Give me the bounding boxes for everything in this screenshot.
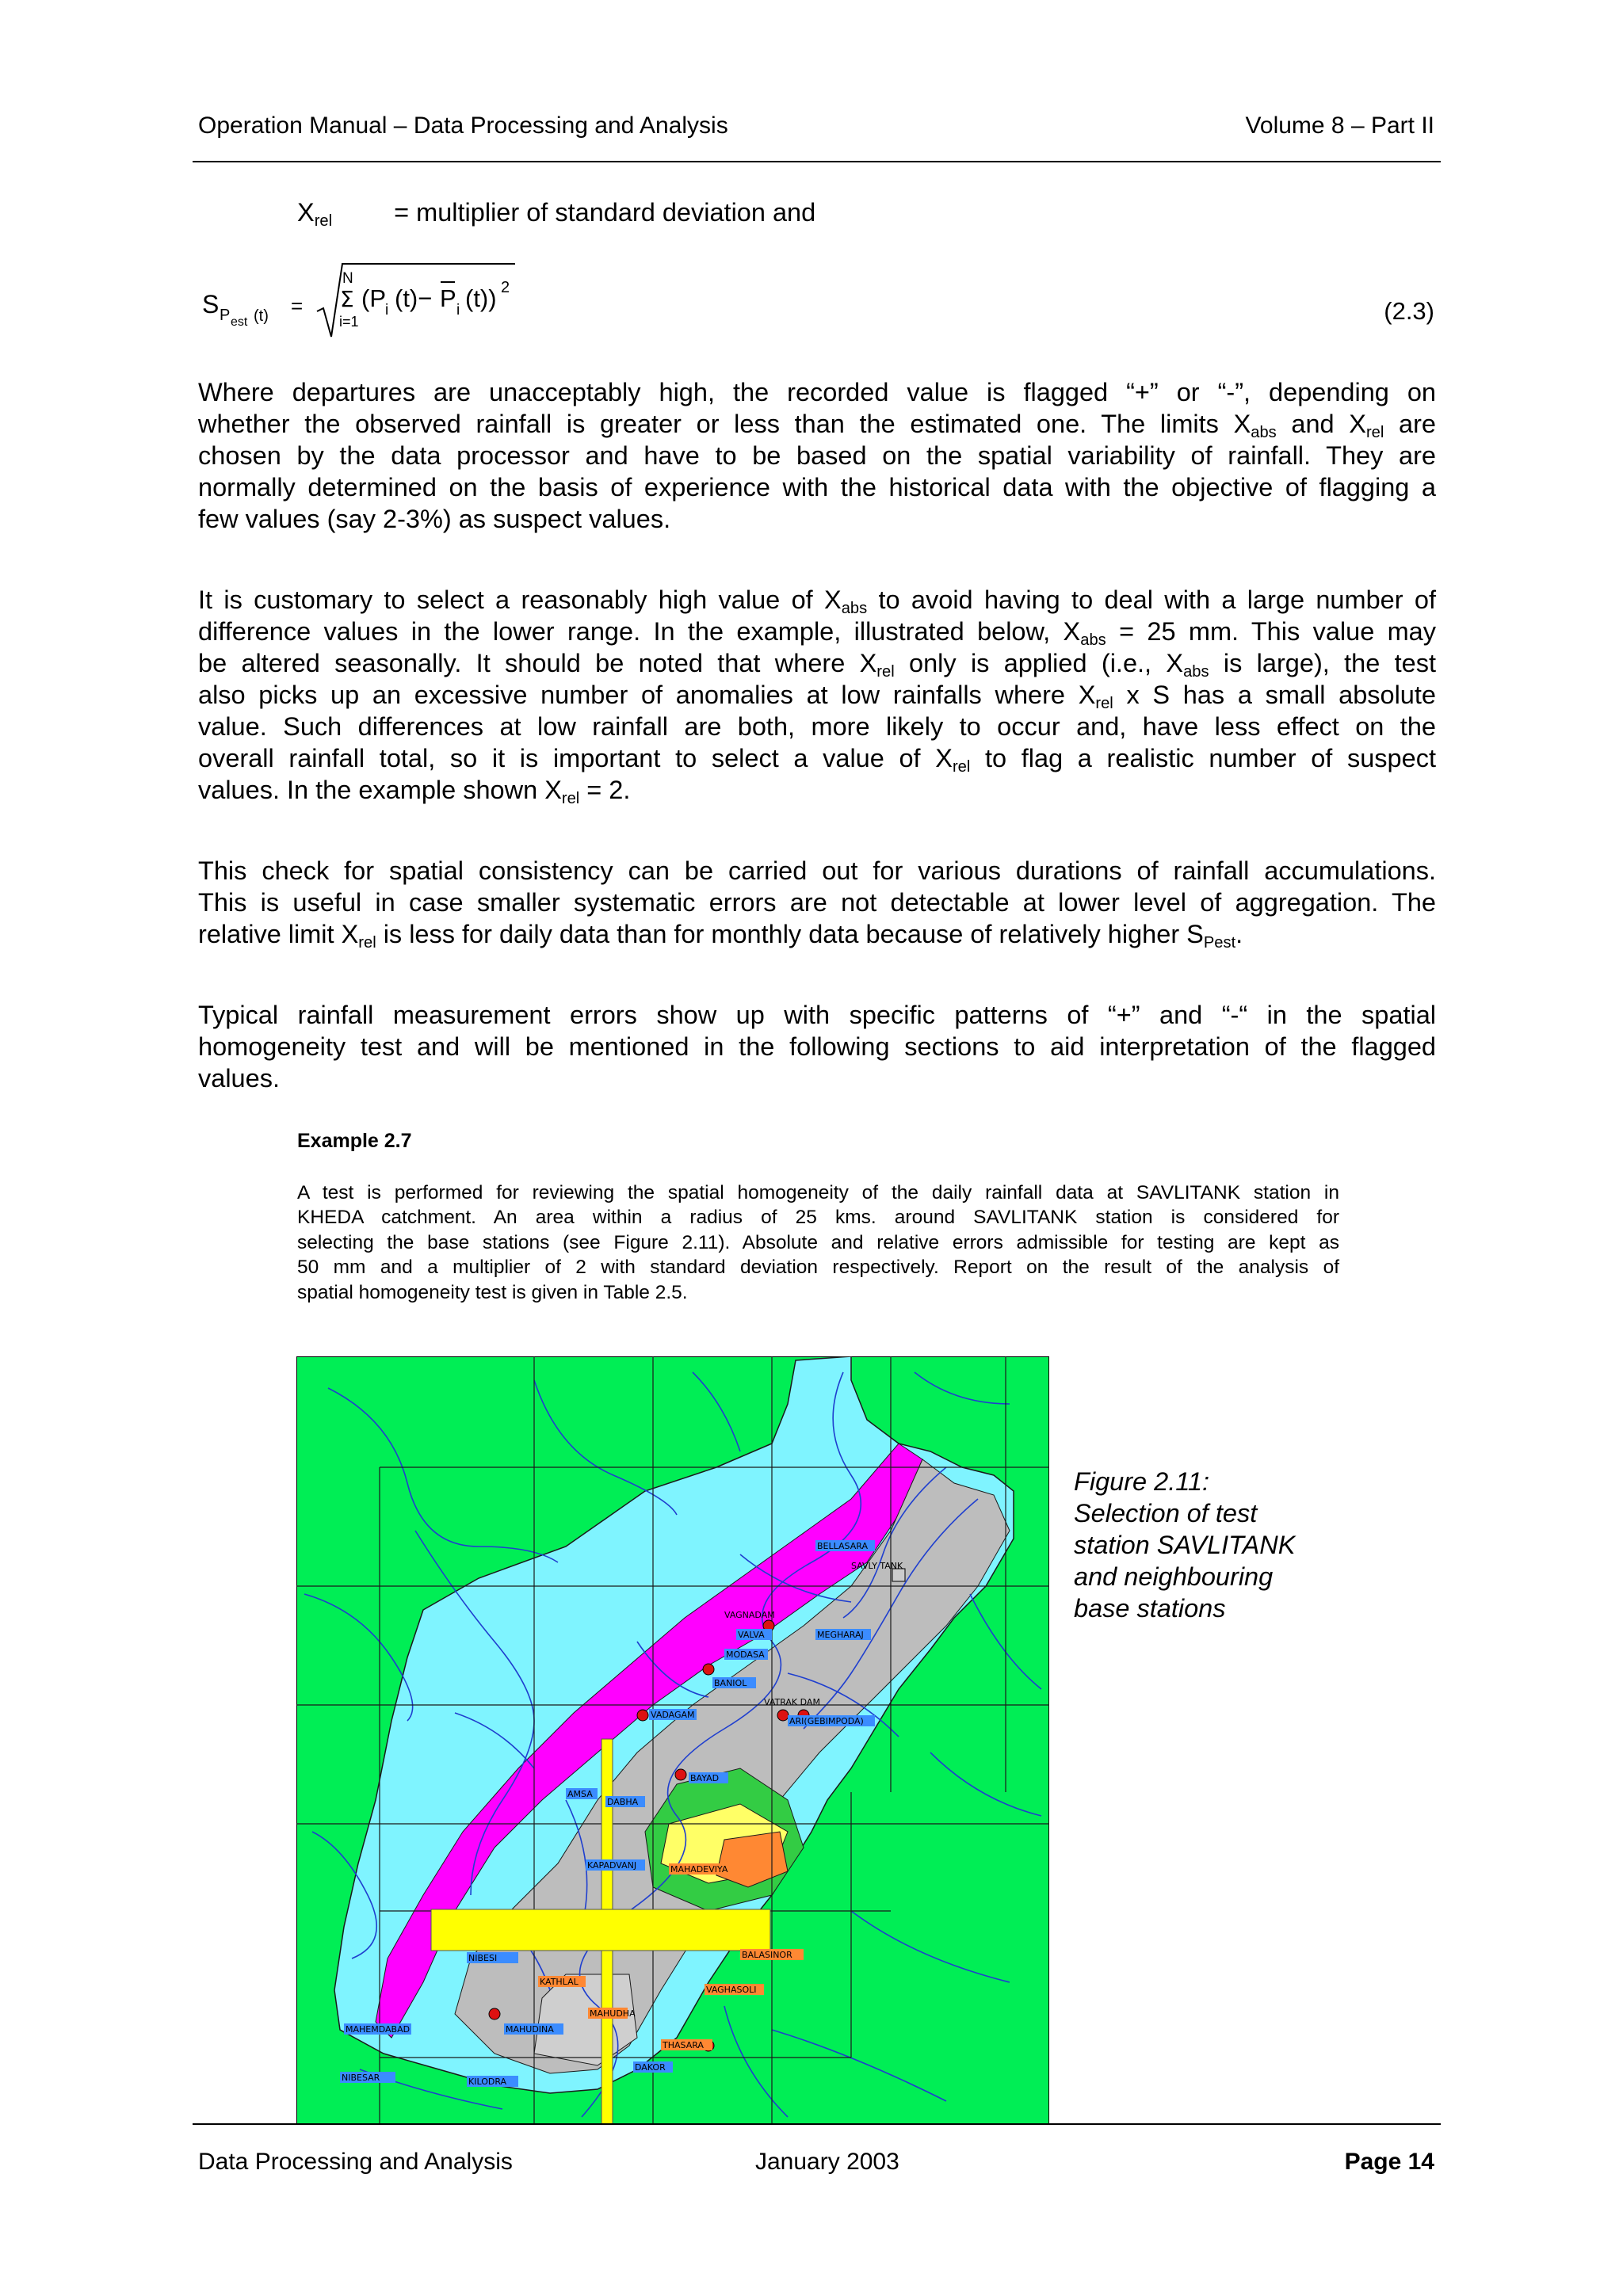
label-kathlal: KATHLAL bbox=[540, 1977, 579, 1987]
label-bellasara: BELLASARA bbox=[817, 1541, 868, 1551]
label-vagnadam: VAGNADAM bbox=[724, 1610, 775, 1620]
label-balasinor: BALASINOR bbox=[742, 1950, 792, 1960]
para1-line: few values (say 2-3%) as suspect values. bbox=[198, 505, 671, 533]
header-rule bbox=[193, 161, 1441, 162]
eq-body: (P bbox=[361, 284, 386, 312]
para2-line: also picks up an excessive number of anomalies at low rainfalls where $X_{rel}$ x S has a small absolute bbox=[198, 681, 1436, 713]
equation-2-3 bbox=[198, 257, 1434, 345]
label-amsa: AMSA bbox=[567, 1789, 593, 1799]
footer-left: Data Processing and Analysis bbox=[198, 2149, 513, 2175]
eq-power: 2 bbox=[501, 279, 510, 296]
label-mahemdabad: MAHEMDABAD bbox=[346, 2024, 411, 2035]
label-mahudina: MAHUDINA bbox=[506, 2024, 554, 2035]
eq-equals: = bbox=[291, 294, 304, 318]
para2-line: overall rainfall total, so it is important to select a value of $X_{rel}$ to flag a realistic number of suspect bbox=[198, 744, 1436, 776]
example-line: A test is performed for reviewing the spatial homogeneity of the daily rainfall data at SAVLITANK station in bbox=[297, 1182, 1339, 1203]
para2-line: difference values in the lower range. In the example, illustrated below, $X_{abs} = 25$ mm. This value may bbox=[198, 617, 1437, 650]
example-line: selecting the base stations (see Figure 2.11). Absolute and relative errors admissible for testing are kept as bbox=[297, 1232, 1339, 1253]
station-point bbox=[489, 2008, 500, 2019]
para1-line: normally determined on the basis of experience with the historical data with the objective of flagging a bbox=[198, 473, 1436, 502]
eq-sub-i: i bbox=[385, 302, 389, 318]
example-line: KHEDA catchment. An area within a radius of 25 kms. around SAVLITANK station is considered for bbox=[297, 1207, 1339, 1228]
label-mahudha: MAHUDHA bbox=[590, 2008, 636, 2019]
running-header-left: Operation Manual – Data Processing and Analysis bbox=[198, 113, 728, 139]
label-bayad: BAYAD bbox=[690, 1773, 720, 1783]
label-modasa: MODASA bbox=[726, 1650, 765, 1660]
equation-number: (2.3) bbox=[1384, 297, 1434, 325]
page-number: Page 14 bbox=[1344, 2149, 1434, 2175]
eq-sigma: Σ bbox=[340, 286, 354, 312]
para3-line: This is useful in case smaller systematic errors are not detectable at lower level of aggregation. The bbox=[198, 888, 1436, 917]
label-kapadvanj: KAPADVANJ bbox=[587, 1860, 637, 1871]
label-vadagam: VADAGAM bbox=[651, 1710, 695, 1720]
example-line: 50 mm and a multiplier of 2 with standard deviation respectively. Report on the result of the analysis of bbox=[297, 1257, 1339, 1278]
example-title: Example 2.7 bbox=[297, 1130, 412, 1152]
eq-sub-i2: i bbox=[456, 302, 460, 318]
para4-line: Typical rainfall measurement errors show up with specific patterns of “+” and “-“ in the spatial bbox=[198, 1001, 1436, 1029]
xrel-definition: $X_{rel}$ = multiplier of standard deviation and bbox=[297, 198, 816, 231]
label-savly-tank: SAVLY TANK bbox=[851, 1561, 903, 1571]
para1-line: chosen by the data processor and have to be based on the spatial variability of rainfall. They are bbox=[198, 441, 1436, 470]
footer-date: January 2003 bbox=[755, 2149, 899, 2175]
label-thasara: THASARA bbox=[663, 2040, 704, 2050]
para1-line: whether the observed rainfall is greater or less than the estimated one. The limits $X_{abs}$ and $X_{rel}$ are bbox=[198, 410, 1436, 442]
station-point bbox=[703, 1664, 714, 1675]
para2-line: be altered seasonally. It should be noted that where $X_{rel}$ only is applied (i.e., $X_{abs}$ is large), the test bbox=[198, 649, 1436, 681]
label-kilodra: KILODRA bbox=[468, 2077, 507, 2087]
para2-line: It is customary to select a reasonably high value of $X_{abs}$ to avoid having to deal with a large number of bbox=[198, 585, 1436, 618]
label-dabha: DABHA bbox=[607, 1797, 639, 1807]
footer-rule bbox=[193, 2123, 1441, 2125]
label-dakor: DAKOR bbox=[635, 2062, 666, 2073]
catchment-map bbox=[296, 1356, 1049, 2125]
eq-mid: (t)− bbox=[395, 284, 433, 312]
para4-line: values. bbox=[198, 1064, 280, 1093]
label-mahadeviya: MAHADEVIYA bbox=[670, 1864, 728, 1875]
eq-lhs-arg: (t) bbox=[254, 307, 269, 325]
label-ari: ARI(GEBIMPODA) bbox=[789, 1716, 864, 1726]
label-vatrak-dam: VATRAK DAM bbox=[764, 1697, 820, 1707]
para1-line: Where departures are unacceptably high, the recorded value is flagged “+” or “-”, depending on bbox=[198, 378, 1436, 406]
eq-lhs-subsub: est bbox=[231, 315, 248, 329]
station-point bbox=[777, 1710, 789, 1721]
running-header-right: Volume 8 – Part II bbox=[1245, 113, 1434, 139]
para3-line: relative limit $X_{rel}$ is less for daily data than for monthly data because of relatively higher $S_{Pest}$. bbox=[198, 920, 1243, 952]
eq-lhs-sub: P bbox=[220, 307, 231, 324]
label-nibesi: NIBESI bbox=[468, 1953, 498, 1963]
label-nibesar: NIBESAR bbox=[342, 2073, 380, 2083]
para4-line: homogeneity test and will be mentioned in the following sections to aid interpretation of the flagged bbox=[198, 1032, 1436, 1061]
eq-lhs-symbol: S bbox=[202, 290, 220, 318]
para2-line: value. Such differences at low rainfall are both, more likely to occur and, have less effect on the bbox=[198, 712, 1436, 741]
label-meghara: MEGHARAJ bbox=[817, 1630, 864, 1640]
eq-end: (t)) bbox=[465, 284, 497, 312]
figure-caption: Figure 2.11: Selection of test station SAVLITANK and neighbouring base stations bbox=[1074, 1467, 1296, 1623]
para3-line: This check for spatial consistency can be carried out for various durations of rainfall accumulations. bbox=[198, 856, 1436, 885]
example-line: spatial homogeneity test is given in Table 2.5. bbox=[297, 1282, 688, 1303]
eq-pbar: P bbox=[440, 284, 456, 312]
station-point bbox=[637, 1710, 648, 1721]
marker-horizontal-bar bbox=[431, 1909, 770, 1951]
eq-sum-bottom: i=1 bbox=[339, 314, 359, 330]
label-baniol: BANIOL bbox=[714, 1678, 747, 1688]
para2-line: values. In the example shown $X_{rel} = 2$. bbox=[198, 776, 631, 808]
station-point bbox=[675, 1769, 686, 1780]
label-vaghasoli: VAGHASOLI bbox=[706, 1985, 757, 1995]
label-valva: VALVA bbox=[738, 1630, 765, 1640]
eq-sum-top: N bbox=[342, 270, 353, 287]
